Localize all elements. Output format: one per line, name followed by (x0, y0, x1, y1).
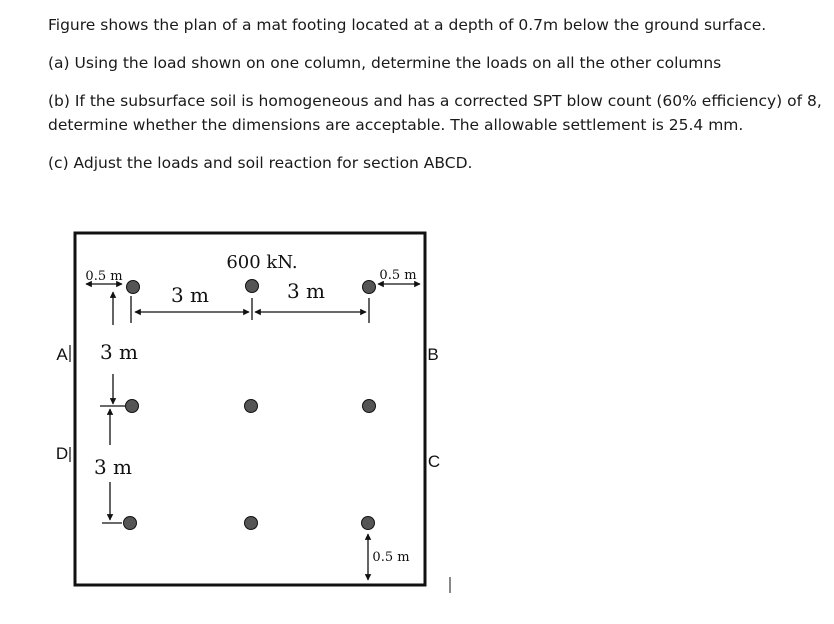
problem-part-c: (c) Adjust the loads and soil reaction for section ABCD. (48, 154, 473, 172)
spacing-label-vertical-upper: 3 m (99, 340, 139, 364)
column-center (245, 400, 258, 413)
edge-offset-bottom: 0.5 m (372, 550, 410, 565)
column-top-left (127, 281, 140, 294)
section-label-D: D (55, 444, 69, 463)
section-label-A: A (56, 345, 68, 364)
section-label-B: B (427, 345, 439, 364)
spacing-label-left: 3 m (170, 283, 210, 307)
column-middle-right (363, 400, 376, 413)
problem-part-a: (a) Using the load shown on one column, determine the loads on all the other columns (48, 54, 722, 72)
column-bottom-middle (245, 517, 258, 530)
problem-intro: Figure shows the plan of a mat footing located at a depth of 0.7m below the ground surface. (48, 16, 767, 34)
spacing-label-vertical-lower: 3 m (93, 455, 133, 479)
column-bottom-left (124, 517, 137, 530)
edge-offset-top-right: 0.5 m (379, 268, 417, 283)
columns (124, 280, 376, 530)
edge-offset-top-left: 0.5 m (85, 269, 123, 284)
spacing-label-right: 3 m (286, 279, 326, 303)
problem-part-b-line-2: determine whether the dimensions are acceptable. The allowable settlement is 25.4 mm. (48, 116, 744, 134)
column-middle-left (126, 400, 139, 413)
dimension-lines (86, 284, 420, 580)
column-bottom-right (362, 517, 375, 530)
column-top-middle (246, 280, 259, 293)
column-top-right (363, 281, 376, 294)
load-label: 600 kN. (226, 252, 298, 273)
problem-part-b-line-1: (b) If the subsurface soil is homogeneous and has a corrected SPT blow count (60% efficiency) of 8, (48, 92, 822, 110)
section-label-C: C (427, 452, 441, 471)
